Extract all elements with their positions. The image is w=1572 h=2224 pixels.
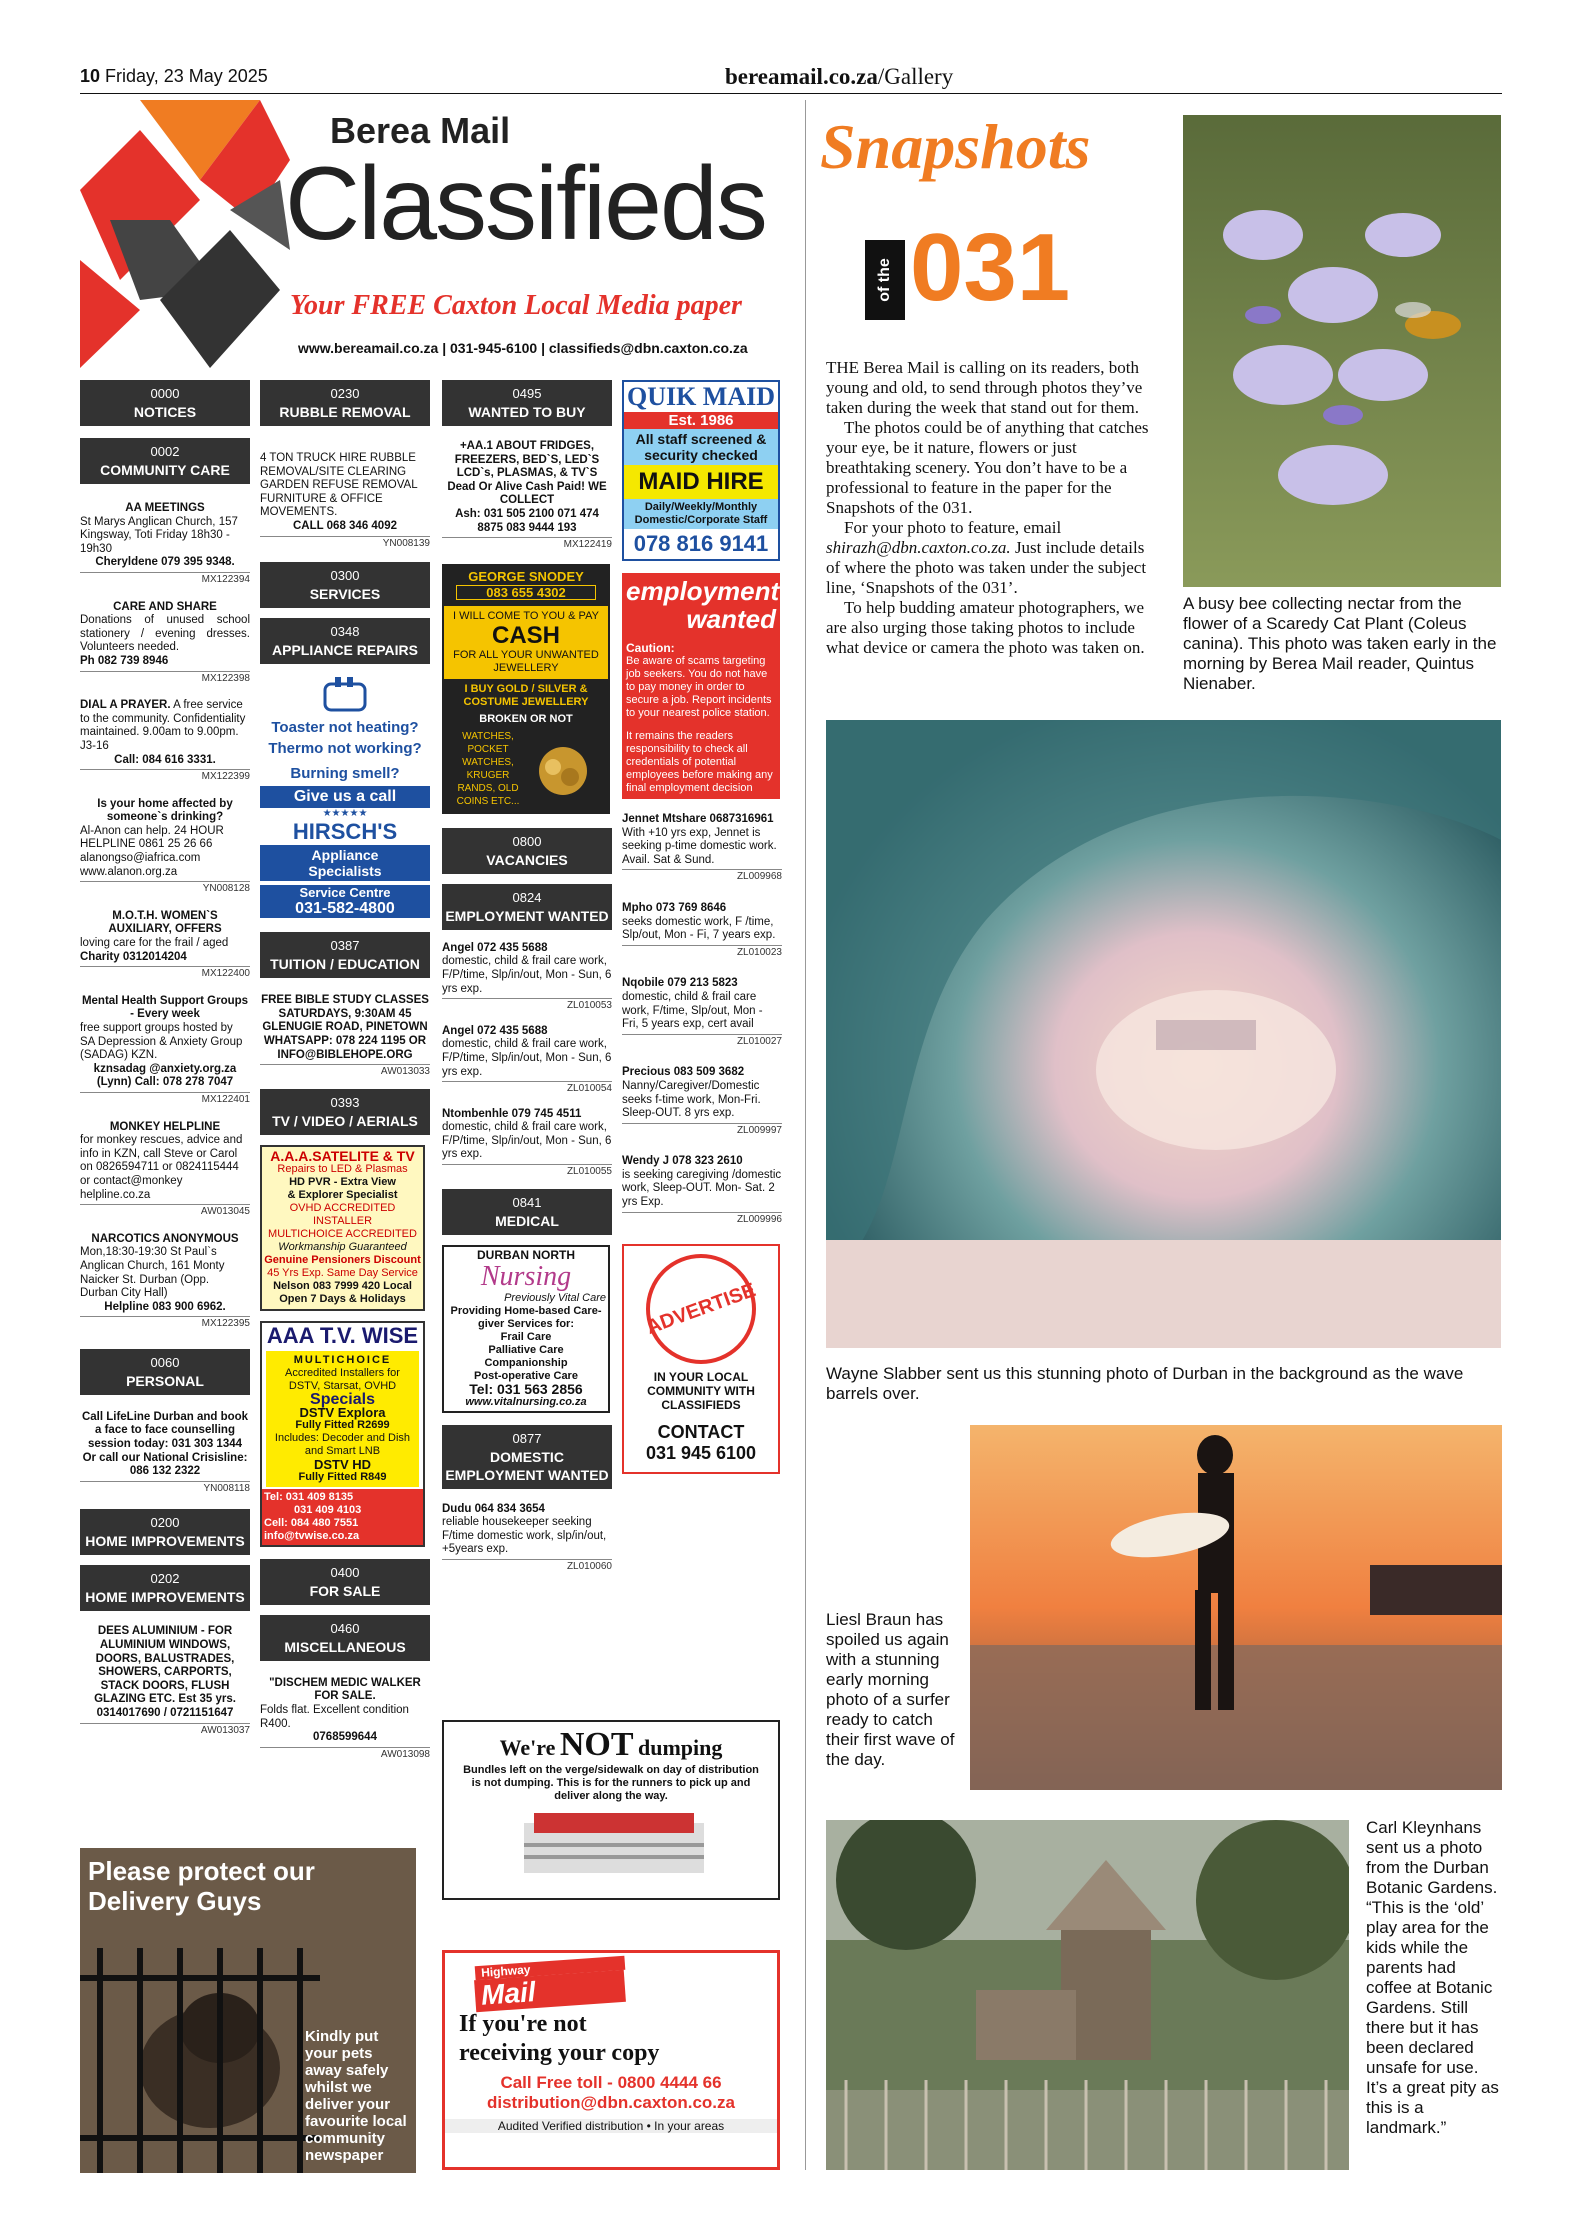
classified-ad: 4 TON TRUCK HIRE RUBBLE REMOVAL/SITE CLEARING GARDEN REFUSE REMOVAL FURNITURE & OFFICE MOVEMENTS. CALL 068 346 4092 YN008139 <box>260 452 430 549</box>
tvwise-ad: AAA T.V. WISE MULTICHOICE Accredited Installers for DSTV, Starsat, OVHD Specials DSTV Explora Fully Fitted R2699 Includes: Decoder and Dish and Smart LNB DSTV HD Fully Fitted R849 Tel: 031 409 8135 031 409 4103 Cell: 084 480 7551 info@tvwise.co.za <box>260 1321 425 1547</box>
toaster-icon <box>320 674 370 714</box>
durban-north-nursing-ad: DURBAN NORTH Nursing Previously Vital Care Providing Home-based Care-giver Services for: Frail Care Palliative Care Companionship Post-operative Care Tel: 031 563 2856 www.vitalnursing.co.za <box>442 1245 610 1413</box>
classified-ad: Dudu 064 834 3654 reliable housekeeper seeking F/time domestic work, slp/in/out, +5years exp. ZL010060 <box>442 1502 612 1573</box>
employment-wanted-caution-ad: employment wanted Caution: Be aware of scams targeting job seekers. You do not have to pay money in order to secure a job. Report incidents to your nearest police station. It remains the readers responsibility to check all credentials of potential employees before making any final employment decision <box>622 573 780 799</box>
classified-ad: CARE AND SHARE Donations of unused school stationery / evening dresses. Volunteers needed. Ph 082 739 8946 MX122398 <box>80 600 250 684</box>
protect-delivery-ad <box>80 1848 416 2173</box>
bee-on-flower-image <box>1183 115 1501 587</box>
section-header: 0230 RUBBLE REMOVAL <box>260 380 430 426</box>
tagline: Your FREE Caxton Local Media paper <box>290 290 742 321</box>
of-the-label: of the <box>865 240 905 320</box>
classified-ad: DIAL A PRAYER. A free service to the community. Confidentiality maintained. 9.00am to 9.00pm. J3-16 Call: 084 616 3331. MX122399 <box>80 699 250 783</box>
surfer-photo <box>970 1425 1502 1790</box>
aaa-satelite-ad: A.A.A.SATELITE & TV Repairs to LED & Plasmas HD PVR - Extra View & Explorer Specialist OVHD ACCREDITED INSTALLER MULTICHOICE ACCREDITED Workmanship Guaranteed Genuine Pensioners Discount 45 Yrs Exp. Same Day Service Nelson 083 7999 420 Local Open 7 Days & Holidays <box>260 1145 425 1311</box>
masthead-contacts: www.bereamail.co.za | 031-945-6100 | classifieds@dbn.caxton.co.za <box>298 340 748 356</box>
surfer-at-sunrise-image <box>970 1425 1502 1790</box>
classified-ad: DEES ALUMINIUM - FOR ALUMINIUM WINDOWS, DOORS, BALUSTRADES, SHOWERS, CARPORTS, STACK DOORS, FLUSH GLAZING ETC. Est 35 yrs. 0314017690 / 0721151647 AW013037 <box>80 1625 250 1737</box>
old-play-area-image <box>826 1820 1349 2170</box>
classified-ad: Precious 083 509 3682 Nanny/Caregiver/Domestic seeks f-time work, Mon-Fri. Sleep-OUT. 8 yrs exp. ZL009997 <box>622 1066 782 1136</box>
classifieds-title: Classifieds <box>285 146 766 262</box>
classified-ad: AA MEETINGS St Marys Anglican Church, 157 Kingsway, Toti Friday 18h30 - 19h30 Cheryldene 079 395 9348. MX122394 <box>80 502 250 585</box>
page-header <box>80 64 1502 94</box>
masthead-logo-shapes <box>80 100 290 368</box>
classified-ad: Angel 072 435 5688 domestic, child & frail care work, F/P/time, Slp/in/out, Mon - Sun, 6 yrs exp. ZL010053 <box>442 941 612 1012</box>
george-snodey-ad: GEORGE SNODEY 083 655 4302 I WILL COME TO YOU & PAY CASH FOR ALL YOUR UNWANTED JEWELLERY I BUY GOLD / SILVER & COSTUME JEWELLERY BROKEN OR NOT WATCHES, POCKET WATCHES, KRUGER RANDS, OLD COINS ETC... <box>442 564 610 814</box>
playground-photo <box>826 1820 1349 2170</box>
quik-maid-ad: QUIK MAID Est. 1986 All staff screened & security checked MAID HIRE Daily/Weekly/Monthly Domestic/Corporate Staff 078 816 9141 <box>622 380 780 561</box>
section-header: 0841 MEDICAL <box>442 1189 612 1235</box>
section-header: 0202 HOME IMPROVEMENTS <box>80 1565 250 1611</box>
classifieds-masthead <box>80 100 800 368</box>
page-date-line: 10 Friday, 23 May 2025 <box>80 66 268 86</box>
wave-caption: Wayne Slabber sent us this stunning photo of Durban in the background as the wave barrels over. <box>826 1364 1464 1403</box>
site-section-line: bereamail.co.za/Gallery <box>725 64 954 89</box>
snapshots-logo <box>820 110 1170 330</box>
classifieds-column-4 <box>622 380 782 1474</box>
section-header: 0824 EMPLOYMENT WANTED <box>442 884 612 930</box>
surfer-caption: Liesl Braun has spoiled us again with a stunning early morning photo of a surfer ready to catch their first wave of the day. <box>826 1610 955 1769</box>
number-031: 031 <box>910 214 1071 321</box>
section-header: 0400 FOR SALE <box>260 1559 430 1605</box>
brand-name: Berea Mail <box>330 110 511 151</box>
classified-ad: Wendy J 078 323 2610 is seeking caregiving /domestic work, Sleep-OUT. Mon- Sat. 2 yrs Exp. ZL009996 <box>622 1155 782 1225</box>
classified-ad: Call LifeLine Durban and book a face to face counselling session today: 031 303 1344 Or call our National Crisisline: 086 132 2322 YN008118 <box>81 1410 250 1494</box>
advertise-ad: ADVERTISE IN YOUR LOCAL COMMUNITY WITH CLASSIFIEDS CONTACT 031 945 6100 <box>622 1244 780 1474</box>
classifieds-column-1 <box>80 380 250 1737</box>
classified-ad: Nqobile 079 213 5823 domestic, child & frail care work, F/time, Slp/out, Mon - Fri, 5 years exp, cert avail ZL010027 <box>622 977 782 1047</box>
classified-ad: Jennet Mtshare 0687316961 With +10 yrs exp, Jennet is seeking p-time domestic work. Avail. Sat & Sund. ZL009968 <box>622 813 782 883</box>
classified-ad: "DISCHEM MEDIC WALKER FOR SALE. Folds flat. Excellent condition R400. 0768599644 AW013098 <box>260 1676 430 1760</box>
section-header: 0000 NOTICES <box>80 380 250 426</box>
section-header: 0393 TV / VIDEO / AERIALS <box>260 1089 430 1135</box>
classified-ad: Ntombenhle 079 745 4511 domestic, child & frail care work, F/P/time, Slp/in/out, Mon - Sun, 6 yrs exp. ZL010055 <box>442 1107 612 1178</box>
classifieds-column-2 <box>260 380 430 1761</box>
section-header: 0387 TUITION / EDUCATION <box>260 932 430 978</box>
classified-ad: FREE BIBLE STUDY CLASSES SATURDAYS, 9:30AM 45 GLENUGIE ROAD, PINETOWN WHATSAPP: 078 224 1195 OR INFO@BIBLEHOPE.ORG AW013033 <box>261 994 430 1078</box>
bee-caption: A busy bee collecting nectar from the flower of a Scaredy Cat Plant (Coleus canina). This photo was taken early in the morning by Berea Mail reader, Quintus Nienaber. <box>1183 594 1497 693</box>
not-dumping-ad: We're NOT dumping Bundles left on the verge/sidewalk on day of distribution is not dumping. This is for the runners to pick up and deliver along the way. <box>442 1720 780 1900</box>
section-header: 0348 APPLIANCE REPAIRS <box>260 618 430 664</box>
gallery-intro-text: THE Berea Mail is calling on its readers, both young and old, to send through photos they’ve taken during the week that stand out for them. The photos could be of anything that catches your eye, be it nature, flowers or just breathtaking scenery. You don’t have to be a professional to feature in the paper for the Snapshots of the 031. For your photo to feature, email shirazh@dbn.caxton.co.za. Just include details of where the photo was taken under the subject line, ‘Snapshots of the 031’. To help budding amateur photographers, we are also urging those taking photos to include what device or camera the photo was taken on. <box>826 358 1149 657</box>
classified-ad: Mental Health Support Groups - Every week free support groups hosted by SA Depression & Anxiety Group (SADAG) KZN. kznsadag @anxiety.org.za (Lynn) Call: 078 278 7047 MX122401 <box>80 994 250 1105</box>
highway-mail-ad: Highway Mail If you're not receiving your copy Call Free toll - 0800 4444 66 distribution@dbn.caxton.co.za Audited Verified distribution • In your areas <box>442 1950 780 2170</box>
advertise-stamp: ADVERTISE <box>646 1254 756 1364</box>
classified-ad: +AA.1 ABOUT FRIDGES, FREEZERS, BED`S, LED`S LCD`s, PLASMAS, & TV`S Dead Or Alive Cash Paid! WE COLLECT Ash: 031 505 2100 071 474 8875 083 9444 193 MX122419 <box>442 440 612 552</box>
section-header: 0200 HOME IMPROVEMENTS <box>80 1509 250 1555</box>
section-header: 0002 COMMUNITY CARE <box>80 438 250 484</box>
wave-photo <box>826 720 1501 1348</box>
column-separator <box>805 100 806 2170</box>
section-header: 0060 PERSONAL <box>80 1349 250 1395</box>
section-header: 0300 SERVICES <box>260 562 430 608</box>
wave-barrel-image <box>826 720 1501 1348</box>
classified-ad: NARCOTICS ANONYMOUS Mon,18:30-19:30 St Paul`s Anglican Church, 161 Monty Naicker St. Durban (Opp. Durban City Hall) Helpline 083 900 6962. MX122395 <box>80 1232 250 1330</box>
classified-ad: Angel 072 435 5688 domestic, child & frail care work, F/P/time, Slp/in/out, Mon - Sun, 6 yrs exp. ZL010054 <box>442 1024 612 1095</box>
section-header: 0495 WANTED TO BUY <box>442 380 612 426</box>
hirschs-ad: Toaster not heating? Thermo not working? Burning smell? Give us a call ★★★★★ HIRSCH'S Appliance Specialists Service Centre 031-582-4800 <box>260 674 430 918</box>
playground-caption: Carl Kleynhans sent us a photo from the Durban Botanic Gardens. “This is the ‘old’ play area for the kids while the parents had coffee at Botanic Gardens. Still there but it has been declared unsafe for use. It’s a great pity as this is a landmark.” <box>1366 1818 1499 2137</box>
newspaper-bundle-image <box>444 1803 778 1883</box>
section-header: 0877 DOMESTIC EMPLOYMENT WANTED <box>442 1425 612 1489</box>
classified-ad: MONKEY HELPLINE for monkey rescues, advice and info in KZN, call Steve or Carol on 0826594711 or 0824115444 or contact@monkey helpline.co.za AW013045 <box>80 1120 250 1218</box>
section-header: 0800 VACANCIES <box>442 828 612 874</box>
protect-body: Kindly put your pets away safely whilst we deliver your favourite local community newspaper <box>305 2028 407 2164</box>
classified-ad: Is your home affected by someone`s drinking? Al-Anon can help. 24 HOUR HELPLINE 0861 25 26 66 alanongso@iafrica.com www.alanon.org.za YN008128 <box>80 797 250 895</box>
jewellery-image <box>528 739 598 799</box>
section-header: 0460 MISCELLANEOUS <box>260 1615 430 1661</box>
bee-photo <box>1183 115 1501 587</box>
snapshots-title: Snapshots <box>820 111 1091 182</box>
protect-title: Please protect our Delivery Guys <box>88 1856 315 1916</box>
classified-ad: M.O.T.H. WOMEN`S AUXILIARY, OFFERS loving care for the frail / aged Charity 0312014204 MX122400 <box>80 909 250 980</box>
classified-ad: Mpho 073 769 8646 seeks domestic work, F /time, Slp/out, Mon - Fi, 7 years exp. ZL010023 <box>622 901 782 958</box>
classifieds-column-3 <box>442 380 612 1574</box>
